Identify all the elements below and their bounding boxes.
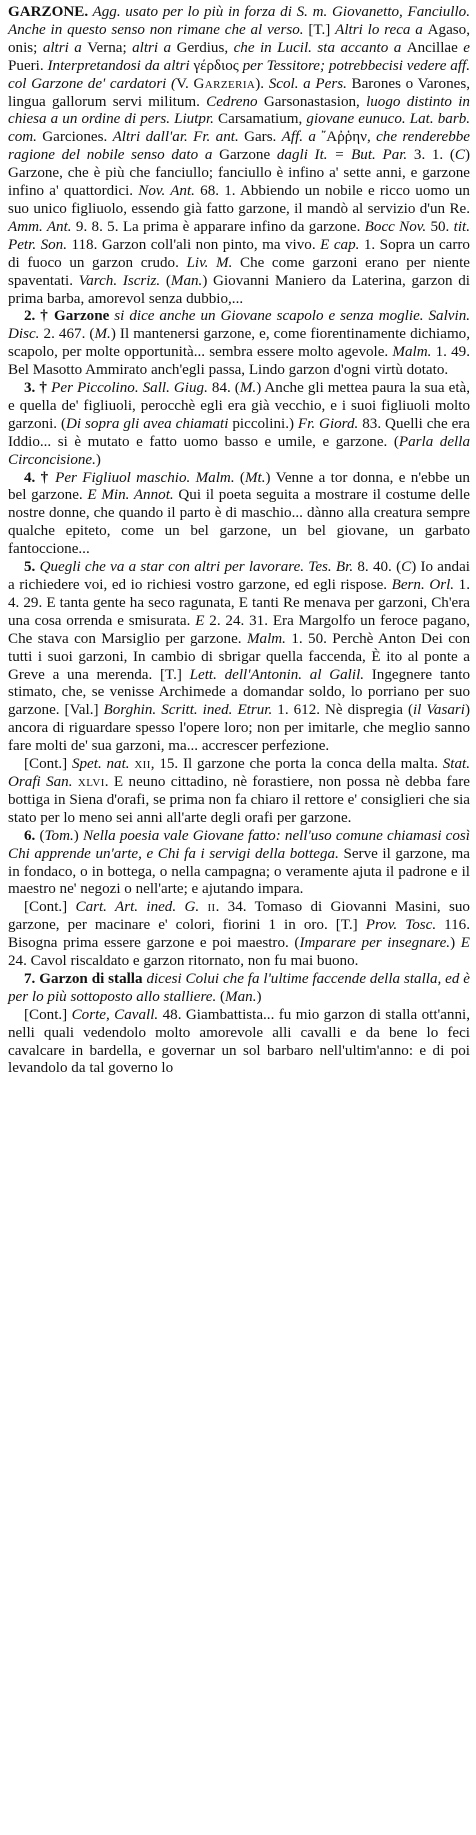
text-run: 118. Garzon coll'ali non pinto, ma vivo.: [71, 236, 321, 253]
text-run: E: [460, 935, 470, 952]
headword: GARZONE.: [8, 4, 89, 20]
text-run: Altri lo reca a: [335, 21, 428, 38]
text-run: (: [239, 469, 245, 486]
text-run: Barones o Varones, lingua gallorum servi militum.: [8, 75, 470, 110]
text-run: Mt.: [244, 469, 266, 486]
text-run: Garciones.: [42, 129, 113, 146]
text-run: Gars.: [244, 129, 282, 146]
text-run: Quegli che va a star con altri per lavorare. Tes. Br.: [39, 559, 358, 576]
text-run: Verna;: [87, 39, 133, 56]
text-run: Agg. usato per lo più in forza di S. m. Giovanetto, Fanciullo. Anche in questo senso non rimane che al verso.: [8, 4, 470, 38]
sense-paragraph: [8, 899, 470, 971]
text-run: piccolini.): [232, 415, 298, 432]
text-run: (: [220, 988, 226, 1005]
text-run: Man.: [225, 988, 257, 1005]
text-run: Ingegnere tanto stimato, che, se venisse Archimede a domandar soldo, lo porriano per suo garzone. [Val.]: [8, 666, 471, 719]
text-run: ) ancora di riguardare spesso l'opere loro; non per imitarle, che meglio sanno fare molti de' sua garzoni, ma... accrescer perfezione.: [8, 702, 470, 755]
text-run: Garsonastasion,: [263, 93, 367, 110]
text-run: Agaso, onis;: [8, 21, 470, 56]
text-run: ) Venne a tor donna, e n'ebbe un bel garzone.: [8, 469, 470, 504]
text-run: Corte, Cavall.: [71, 1006, 163, 1023]
text-run: e: [463, 39, 470, 56]
sense-paragraph: [8, 308, 470, 380]
text-run: ): [95, 451, 101, 468]
text-run: giovane eunuco. Lat. barb. com.: [8, 111, 471, 146]
text-run: altri a: [42, 39, 88, 56]
text-run: Gerdius,: [176, 39, 234, 56]
text-run: E Min. Annot.: [87, 487, 179, 504]
text-run: ) Giovanni Maniero da Laterina, garzon di prima barba, amorevol senza dubbio,...: [8, 272, 470, 307]
text-run: per Tessitore; potrebbecisi vedere aff. col Garzone de' cardatori (: [8, 57, 470, 92]
text-run: [Cont.]: [24, 899, 76, 916]
text-run: 24. Cavol riscaldato e garzon ritornato, non fu mai buono.: [8, 953, 359, 970]
text-run: Tom.: [44, 827, 74, 844]
text-run: [Cont.]: [24, 1006, 72, 1023]
text-run: γέρδιος: [193, 57, 243, 74]
text-run: 48. Giambattista... fu mio garzon di stalla ott'anni, nelli quali vedendolo molto amorevole alli cavalli e da bene lo feci cavalcare in bardella, e governar un sol barbaro nell'ultim'anno: e di poi levandolo da tal governo lo: [8, 1006, 470, 1077]
text-run: ῎Αῤῥην,: [321, 129, 377, 146]
text-run: 1. Sopra un carro di fuoco un garzon crudo.: [8, 236, 470, 271]
text-run: tit. Petr. Son.: [8, 218, 470, 253]
text-run: Imparare per insegnare.: [299, 935, 451, 952]
text-run: M.: [239, 380, 257, 397]
text-run: Fr. Giord.: [297, 415, 363, 432]
text-run: [Cont.]: [24, 756, 72, 773]
sense-paragraph: [8, 756, 470, 828]
sense-number: 7. Garzon di stalla: [24, 970, 147, 987]
text-run: Spet. nat.: [71, 756, 135, 773]
text-run: ): [256, 988, 262, 1005]
text-run: 3. 1. (: [413, 147, 455, 164]
text-run: Malm.: [392, 344, 436, 361]
sense-paragraph: [8, 559, 470, 756]
intro-text: [8, 4, 470, 307]
text-run: C: [454, 147, 465, 164]
text-run: Garzone: [219, 147, 277, 164]
text-run: ): [450, 935, 461, 952]
sense-paragraph: [8, 1007, 470, 1079]
text-run: Nov. Ant.: [138, 183, 201, 200]
sense-paragraph: [8, 971, 470, 1007]
text-run: . E neuno cittadino, nè forastiere, non possa nè debba fare bottiga in Siena d'orafi, se prima non fa chiaro il rettore e' consiglieri che sia stato per lo meno sei anni all'arte degli orafi per garzone.: [8, 773, 470, 826]
text-run: V.: [176, 75, 194, 92]
text-run: ) Io andai a richiedere voi, ed io richiesi vostro garzone, ed egli rispose.: [8, 559, 470, 593]
sense-number: 2. † Garzone: [24, 308, 115, 325]
text-run: M.: [94, 326, 111, 343]
text-run: Stat. Orafi San.: [8, 756, 470, 790]
text-run: 1. 49. Bel Masotto Ammirato anch'egli passa, Lindo garzon d'ogni virtù dotato.: [8, 344, 470, 379]
sense-number: 4. †: [24, 469, 56, 486]
text-run: dicesi Colui che fa l'ultime faccende della stalla, ed è per lo più sottoposto allo stalliere.: [8, 970, 470, 1005]
text-run: 9. 8. 5. La prima è apparare infino da garzone.: [75, 218, 365, 235]
text-run: Amm. Ant.: [8, 218, 76, 235]
text-run: Bocc Nov.: [364, 218, 431, 235]
text-run: Serve il garzone, ma in fondaco, o in bottega, o nella campagna; o veramente ajuta il padrone e il maestro ne' negozi o nell'arte; e ajutando impara.: [8, 845, 470, 898]
text-run: 50.: [430, 218, 454, 235]
text-run: Cedreno: [206, 93, 264, 110]
text-run: si dice anche un Giovane scapolo e senza moglie. Salvin. Disc.: [8, 308, 471, 343]
text-run: Prov. Tosc.: [365, 917, 445, 934]
text-run: Di sopra gli avea chiamati: [66, 415, 233, 432]
text-run: ).: [255, 75, 269, 92]
text-run: ) Garzone, che è più che fanciullo; fanciullo è infino a' sette anni, e garzone infino a' quattordici.: [8, 147, 471, 200]
text-run: 2. 467. (: [43, 326, 95, 343]
text-run: 84. (: [211, 380, 240, 397]
text-run: ) Anche gli mettea paura la sua età, e quella de' figliuoli, perocchè egli era già vecchio, e i suoi figliuoli molto garzoni. (: [8, 380, 471, 432]
text-run: 1. 50. Perchè Anton Dei con tutti i suoi garzoni, In cambio di sbrigar quella faccenda, È ito al ponte a Greve a una merenda. [T.]: [8, 630, 470, 683]
text-run: Man.: [170, 272, 203, 289]
text-run: Interpretandosi da altri: [47, 57, 194, 74]
text-run: ii: [207, 899, 216, 916]
sense-paragraph: [8, 828, 470, 900]
text-run: 1. 612. Nè dispregia (: [277, 702, 413, 719]
senses-list: [8, 308, 470, 1078]
text-run: ) Il mantenersi garzone, e, come fiorentinamente dichiamo, scapolo, per molte opportunità... sembra essere molto agevole.: [8, 326, 471, 361]
text-run: 2. 24. 31. Era Margolfo un feroce pagano, Che stava con Marsiglio per garzone.: [8, 612, 470, 647]
text-run: 8. 40. (: [357, 559, 402, 576]
text-run: (: [165, 272, 171, 289]
text-run: che renderebbe ragione del nobile senso dato a: [8, 129, 470, 164]
text-run: xii: [134, 756, 151, 773]
text-run: Carsamatium,: [218, 111, 307, 128]
text-run: xlvi: [77, 773, 105, 790]
text-run: luogo distinto in chiesa a un ordine di pers. Liutpr.: [8, 93, 470, 128]
text-run: C: [401, 559, 412, 576]
text-run: Per Piccolino. Sall. Giug.: [51, 380, 212, 397]
text-run: ): [73, 827, 83, 844]
text-run: E: [195, 612, 210, 629]
text-run: 1. 4. 29. E tanta gente ha seco ragunata, E tanti Re menava per garzoni, Ch'era una cosa orrenda e smisurata.: [8, 577, 470, 629]
text-run: 116. Bisogna prima essere garzone e poi maestro. (: [8, 917, 470, 952]
text-run: Per Figliuol maschio. Malm.: [55, 469, 240, 486]
text-run: Nella poesia vale Giovane fatto: nell'uso comune chiamasi così Chi apprende un'arte, e Chi fa i servigi della bottega.: [8, 827, 470, 862]
text-run: Altri dall'ar. Fr. ant.: [112, 129, 245, 146]
text-run: Parla della Circoncisione.: [8, 433, 470, 468]
text-run: il Vasari: [412, 702, 465, 719]
text-run: Che come garzoni erano per niente spaventati.: [8, 254, 470, 289]
sense-number: 6.: [24, 827, 40, 844]
text-run: 83. Quelli che era Iddio... si è mutato e fatto uomo basso e umile, e garzone. (: [8, 415, 470, 450]
sense-number: 3. †: [24, 380, 52, 397]
text-run: Qui il poeta seguita a mostrare il costume delle nostre donne, che quando il parto è di maschio... dànno alla creatura sempre qualche epiteto, come un bel garzone, un bel giovane, un garbato fantoccione...: [8, 487, 470, 558]
text-run: dagli It. = But. Par.: [276, 147, 414, 164]
text-run: Scol. a Pers.: [268, 75, 352, 92]
text-run: Garzeria: [193, 75, 256, 92]
text-run: Borghin. Scritt. ined. Etrur.: [103, 702, 278, 719]
text-run: Varch. Iscriz.: [78, 272, 166, 289]
text-run: Liv. M.: [186, 254, 240, 271]
text-run: . 34. Tomaso di Giovanni Masini, suo garzone, per macinare e' colori, fiorini 1 in oro. [T.]: [8, 899, 470, 934]
text-run: Malm.: [246, 630, 292, 647]
text-run: 68. 1. Abbiendo un nobile e ricco uomo un suo unico figliuolo, essendo già fatto garzone, il mandò al servizio d'un Re.: [8, 183, 470, 217]
text-run: Ancillae: [406, 39, 464, 56]
text-run: che in Lucil. sta accanto a: [233, 39, 407, 56]
text-run: Pueri.: [8, 57, 48, 74]
text-run: Aff. a: [281, 129, 322, 146]
text-run: [T.]: [308, 21, 336, 38]
sense-paragraph: [8, 470, 470, 560]
entry-intro: [8, 4, 470, 308]
text-run: , 15. Il garzone che porta la conca della malta.: [150, 756, 443, 773]
text-run: (: [39, 827, 45, 844]
text-run: Lett. dell'Antonin. al Galil.: [189, 666, 372, 683]
text-run: Bern. Orl.: [391, 577, 459, 593]
text-run: Cart. Art. ined. G.: [75, 899, 208, 916]
text-run: E cap.: [320, 236, 364, 253]
text-run: altri a: [132, 39, 177, 56]
sense-paragraph: [8, 380, 470, 470]
sense-number: 5.: [24, 559, 40, 576]
